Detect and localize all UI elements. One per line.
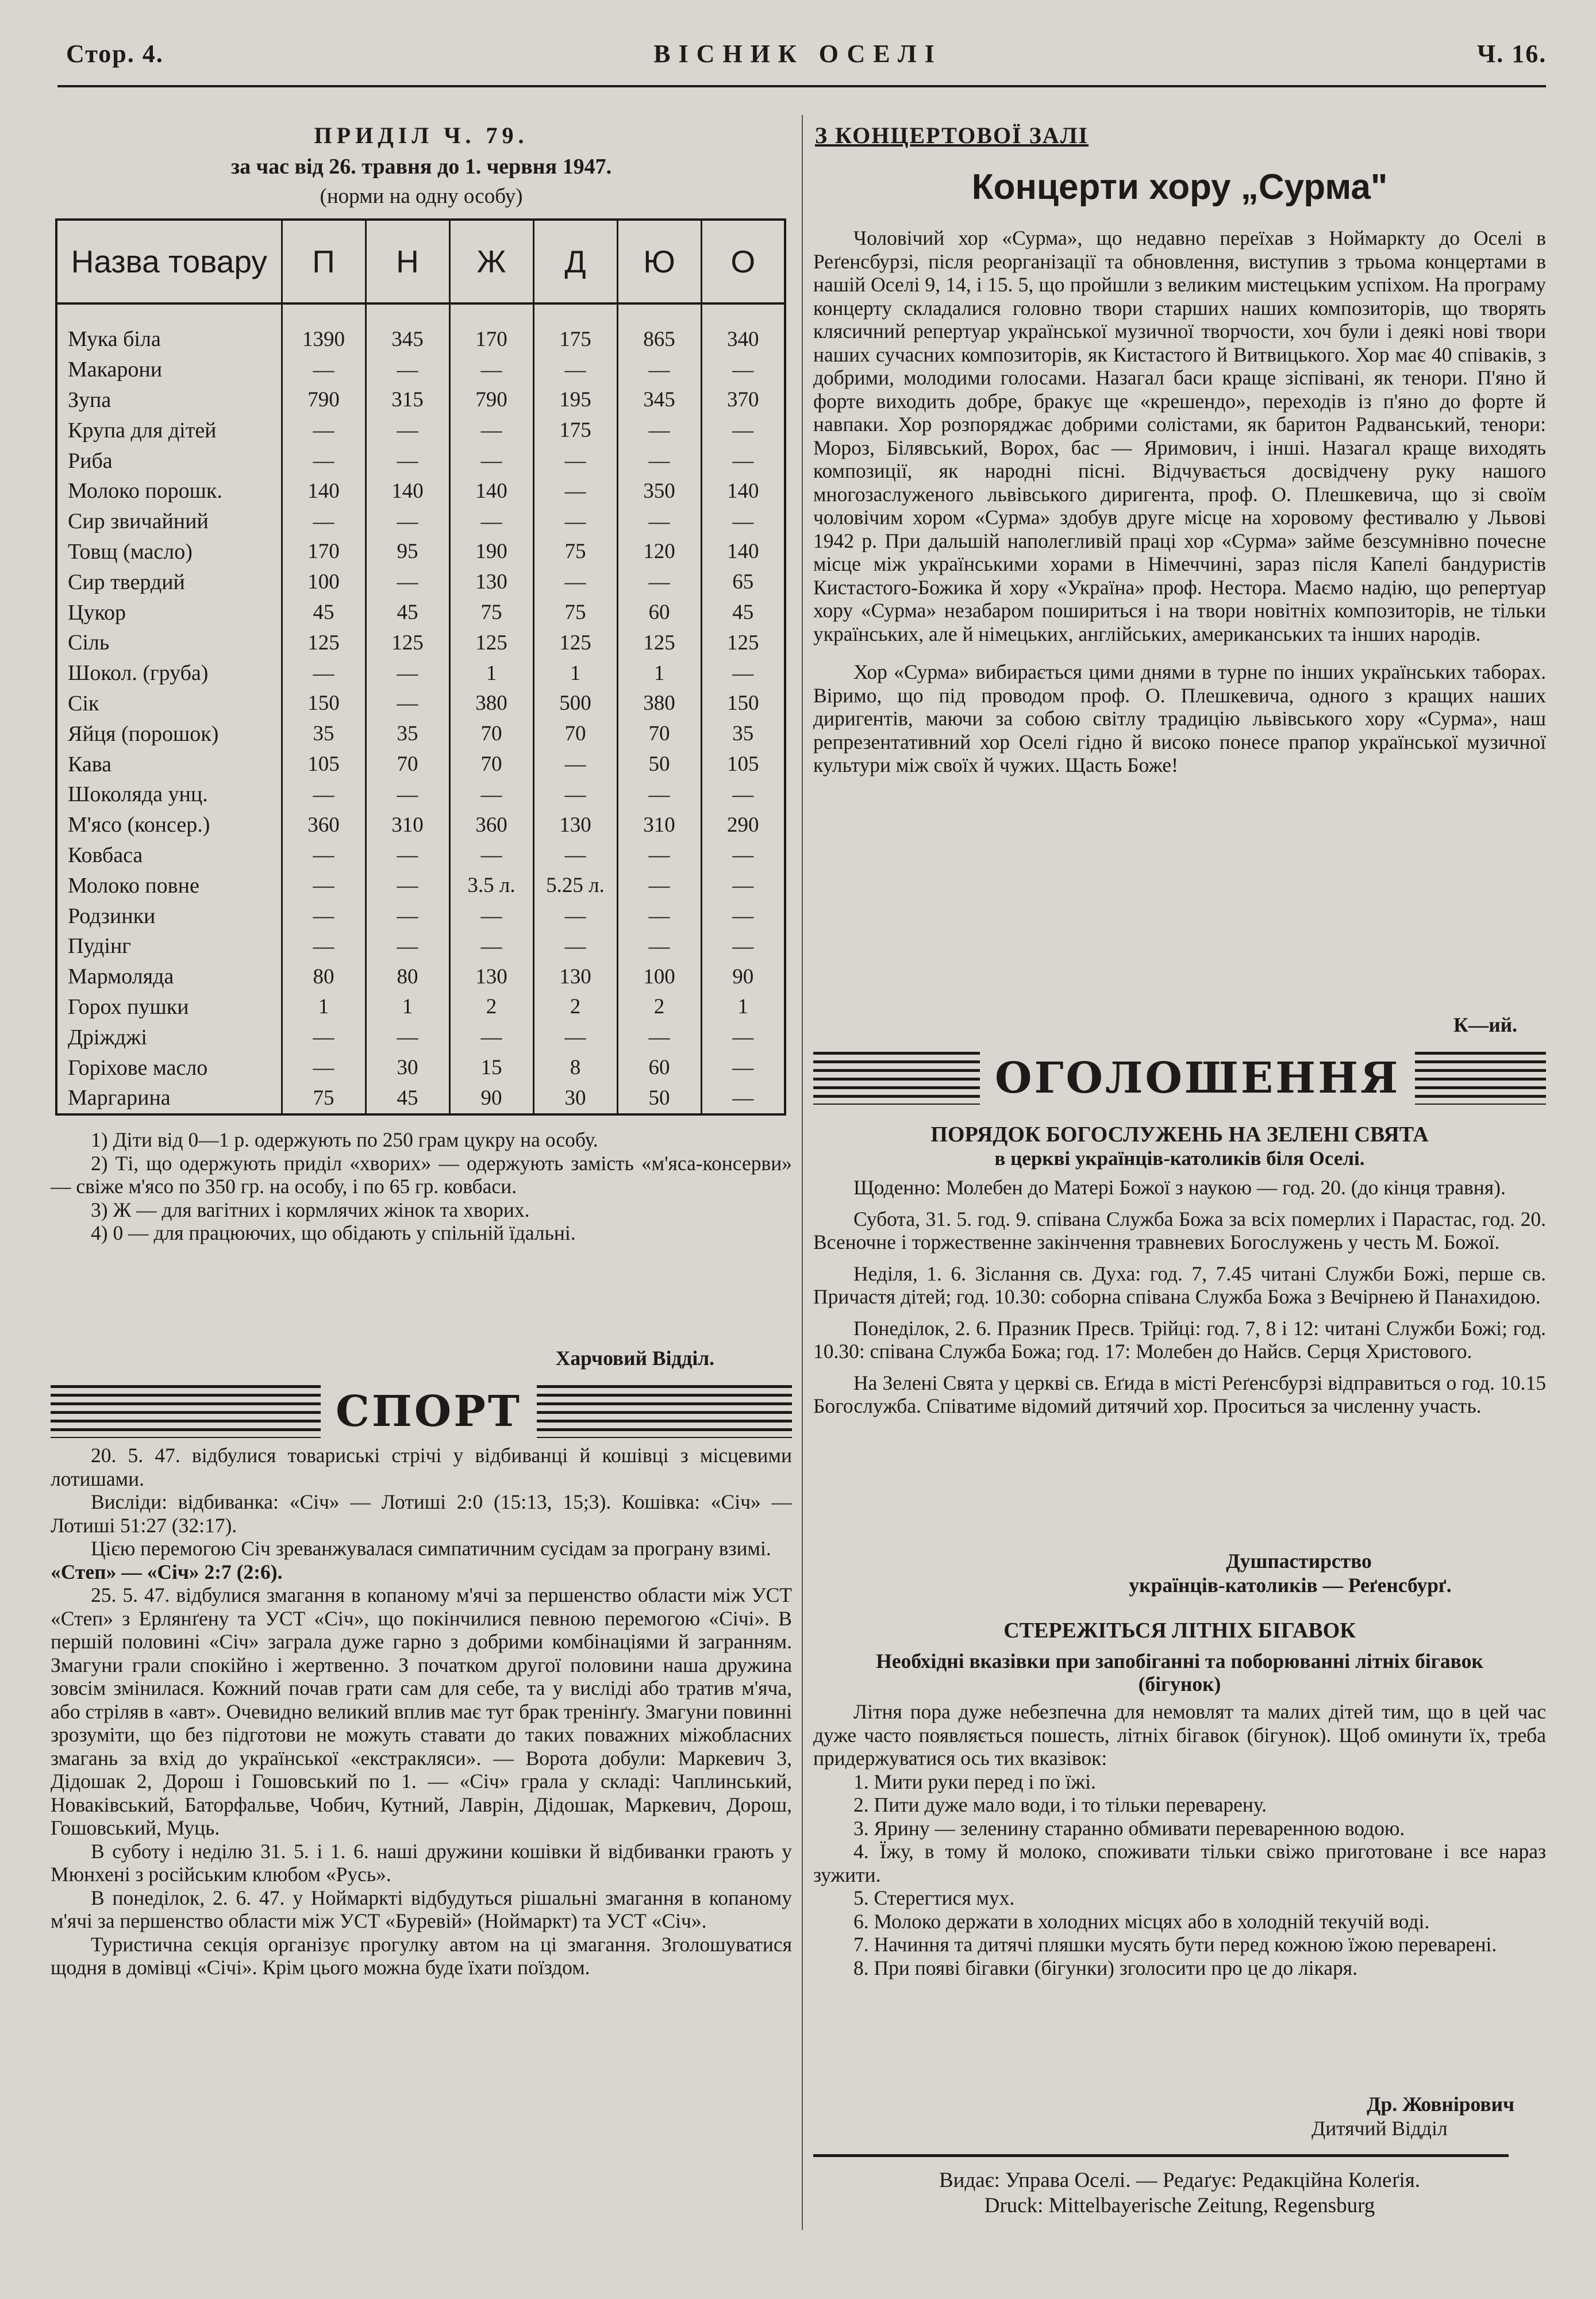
- ration-value-cell: —: [282, 445, 366, 476]
- product-name-cell: Сіль: [68, 631, 110, 655]
- ration-value-cell: —: [449, 931, 533, 962]
- health-tip: 1. Мити руки перед і по їжі.: [853, 1770, 1096, 1793]
- column-divider: [802, 115, 803, 2230]
- ration-value-cell: —: [701, 779, 785, 810]
- ration-value-cell: 1: [449, 658, 533, 689]
- sport-p5: В суботу і неділю 31. 5. і 1. 6. наші дружини кошівки й відбиванки грають у Мюнхені з російським клюбом «Русь».: [51, 1839, 792, 1886]
- ration-row: [56, 992, 785, 1022]
- ration-value-cell: 75: [449, 597, 533, 628]
- ration-value-cell: —: [617, 901, 701, 931]
- ration-value-cell: 175: [533, 415, 617, 445]
- ration-value-cell: 45: [366, 1083, 449, 1114]
- ration-value-cell: 125: [366, 628, 449, 658]
- ration-row: [56, 476, 785, 506]
- ration-value-cell: —: [366, 355, 449, 385]
- ration-value-cell: 360: [449, 810, 533, 840]
- ration-value-cell: 150: [282, 689, 366, 719]
- ration-value-cell: —: [701, 445, 785, 476]
- ration-note-3: 3) Ж — для вагітних і кормлячих жінок та хворих.: [91, 1198, 530, 1221]
- ration-value-cell: —: [701, 658, 785, 689]
- ration-value-cell: 125: [533, 628, 617, 658]
- ration-value-cell: 380: [617, 689, 701, 719]
- ration-period: за час від 26. травня до 1. червня 1947.: [230, 155, 612, 179]
- ration-row: [56, 810, 785, 840]
- ration-value-cell: —: [533, 1022, 617, 1052]
- ration-row: [56, 597, 785, 628]
- ration-value-cell: 75: [533, 537, 617, 567]
- service-city: На Зелені Свята у церкві св. Еґида в місті Реґенсбурзі відправиться о год. 10.15 Богослужба. Співатиме відомий дитячий хор. Проситься за численну участь.: [813, 1371, 1546, 1417]
- ration-row: [56, 537, 785, 567]
- ration-value-cell: —: [533, 476, 617, 506]
- col-header-n: Н: [366, 220, 449, 303]
- service-sig-2: українців-католиків — Реґенсбурґ.: [1129, 1574, 1452, 1597]
- ration-value-cell: 15: [449, 1052, 533, 1083]
- ration-value-cell: 120: [617, 537, 701, 567]
- ration-value-cell: —: [282, 658, 366, 689]
- ration-value-cell: 380: [449, 689, 533, 719]
- ration-value-cell: 100: [282, 567, 366, 597]
- ration-value-cell: —: [282, 1052, 366, 1083]
- ration-note: (норми на одну особу): [320, 184, 523, 208]
- ration-value-cell: —: [701, 355, 785, 385]
- ration-value-cell: —: [282, 506, 366, 537]
- sport-match-score: «Степ» — «Січ» 2:7 (2:6).: [51, 1560, 283, 1583]
- ration-value-cell: 35: [282, 718, 366, 749]
- health-tips: [813, 1770, 1546, 1980]
- ration-note-4: 4) 0 — для працюючих, що обідають у спільній їдальні.: [91, 1221, 576, 1244]
- ration-value-cell: 1390: [282, 303, 366, 355]
- ration-value-cell: 140: [449, 476, 533, 506]
- ration-value-cell: 125: [617, 628, 701, 658]
- health-tip: 2. Пити дуже мало води, і то тільки переварену.: [853, 1793, 1267, 1816]
- ration-value-cell: 45: [366, 597, 449, 628]
- concert-section-label: З КОНЦЕРТОВОЇ ЗАЛІ: [815, 122, 1089, 148]
- ration-row: [56, 303, 785, 355]
- ration-value-cell: 310: [617, 810, 701, 840]
- ration-row: [56, 962, 785, 992]
- ration-value-cell: —: [533, 567, 617, 597]
- ration-value-cell: 70: [366, 749, 449, 779]
- ration-value-cell: 125: [282, 628, 366, 658]
- ration-value-cell: 865: [617, 303, 701, 355]
- ration-value-cell: —: [701, 1052, 785, 1083]
- ration-value-cell: 140: [701, 537, 785, 567]
- newspaper-title: ВІСНИК ОСЕЛІ: [653, 40, 943, 68]
- product-name-cell: Горох пушки: [68, 994, 189, 1019]
- ration-value-cell: —: [701, 931, 785, 962]
- ration-value-cell: 45: [282, 597, 366, 628]
- ration-value-cell: 8: [533, 1052, 617, 1083]
- ration-value-cell: —: [282, 415, 366, 445]
- ration-value-cell: —: [282, 840, 366, 871]
- health-sig-2: Дитячий Відділ: [1312, 2117, 1448, 2140]
- ration-value-cell: —: [701, 870, 785, 901]
- ration-value-cell: —: [449, 506, 533, 537]
- ration-value-cell: 140: [366, 476, 449, 506]
- ration-value-cell: 30: [533, 1083, 617, 1114]
- ration-value-cell: 130: [533, 962, 617, 992]
- product-name-cell: Шокол. (груба): [68, 661, 209, 686]
- ration-value-cell: 80: [366, 962, 449, 992]
- ration-value-cell: 370: [701, 385, 785, 416]
- col-header-p: П: [282, 220, 366, 303]
- announcements-banner: [813, 1052, 1546, 1105]
- ration-value-cell: 80: [282, 962, 366, 992]
- ration-value-cell: —: [701, 1083, 785, 1114]
- product-name-cell: Маргарина: [68, 1086, 171, 1110]
- header-rule: [57, 85, 1546, 87]
- ration-value-cell: —: [449, 1022, 533, 1052]
- ration-note-1: 1) Діти від 0—1 р. одержують по 250 грам цукру на особу.: [91, 1128, 598, 1151]
- ration-value-cell: —: [366, 506, 449, 537]
- ration-value-cell: —: [701, 840, 785, 871]
- ration-table-wrapper: [55, 218, 786, 1116]
- ration-value-cell: 195: [533, 385, 617, 416]
- ration-value-cell: 500: [533, 689, 617, 719]
- ration-value-cell: —: [449, 840, 533, 871]
- product-name-cell: Ковбаса: [68, 843, 143, 867]
- ration-value-cell: —: [366, 445, 449, 476]
- col-header-yu: Ю: [617, 220, 701, 303]
- ration-value-cell: 175: [533, 303, 617, 355]
- col-header-o: О: [701, 220, 785, 303]
- ration-value-cell: —: [282, 870, 366, 901]
- health-intro: Літня пора дуже небезпечна для немовлят та малих дітей тим, що в цей час дуже часто появляється пошесть, літніх бігавок (бігунок). Щоб оминути їх, треба придержуватися ось тих вказівок:: [813, 1700, 1546, 1770]
- col-header-zh: Ж: [449, 220, 533, 303]
- concert-title: Концерти хору „Сурма": [971, 167, 1388, 207]
- ration-row: [56, 506, 785, 537]
- ration-value-cell: 35: [366, 718, 449, 749]
- ration-value-cell: —: [533, 779, 617, 810]
- health-article: [813, 1700, 1546, 1979]
- ration-value-cell: —: [282, 355, 366, 385]
- service-saturday: Субота, 31. 5. год. 9. співана Служба Божа за всіх померлих і Парастас, год. 20. Всеночне і торжественне закінчення травневих Богослужень у честь М. Божої.: [813, 1207, 1546, 1254]
- col-header-product: Назва товару: [56, 220, 282, 303]
- ration-value-cell: —: [366, 658, 449, 689]
- ration-value-cell: 1: [617, 658, 701, 689]
- product-name-cell: Яйця (порошок): [68, 721, 219, 746]
- ration-row: [56, 385, 785, 416]
- ration-value-cell: 30: [366, 1052, 449, 1083]
- product-name-cell: Молоко повне: [68, 873, 199, 898]
- concert-article: [813, 226, 1546, 777]
- ration-row: [56, 567, 785, 597]
- ration-value-cell: 360: [282, 810, 366, 840]
- ration-value-cell: —: [701, 506, 785, 537]
- ration-row: [56, 1083, 785, 1114]
- ration-value-cell: 290: [701, 810, 785, 840]
- ration-value-cell: —: [366, 1022, 449, 1052]
- ration-row: [56, 1052, 785, 1083]
- sport-p6: В понеділок, 2. 6. 47. у Ноймаркті відбудуться рішальні змагання в копаному м'ячі за першенство области між УСТ «Буревій» (Ноймаркт) та УСТ «Січ».: [51, 1886, 792, 1932]
- service-title: ПОРЯДОК БОГОСЛУЖЕНЬ НА ЗЕЛЕНІ СВЯТА: [930, 1122, 1429, 1147]
- product-name-cell: Горіхове масло: [68, 1055, 208, 1080]
- ration-value-cell: 2: [449, 992, 533, 1022]
- health-title: СТЕРЕЖІТЬСЯ ЛІТНІХ БІГАВОК: [1003, 1618, 1356, 1643]
- ration-value-cell: —: [282, 901, 366, 931]
- health-subtitle: Необхідні вказівки при запобіганні та поборюванні літніх бігавок (бігунок): [876, 1650, 1483, 1696]
- ration-row: [56, 445, 785, 476]
- sport-p3: Цією перемогою Січ зреванжувалася симпатичним сусідам за програну взимі.: [91, 1537, 771, 1560]
- ration-value-cell: 1: [366, 992, 449, 1022]
- product-name-cell: Кава: [68, 752, 112, 776]
- imprint-publisher: Видає: Управа Оселі. — Редаґує: Редакційна Колеґія.: [939, 2169, 1421, 2192]
- ration-value-cell: 125: [701, 628, 785, 658]
- ration-value-cell: 35: [701, 718, 785, 749]
- product-name-cell: Молоко порошк.: [68, 479, 222, 503]
- ration-value-cell: 345: [617, 385, 701, 416]
- ration-value-cell: —: [366, 931, 449, 962]
- ration-value-cell: 790: [282, 385, 366, 416]
- service-sig-1: Душпастирство: [1226, 1550, 1372, 1573]
- ration-row: [56, 658, 785, 689]
- ration-value-cell: —: [366, 779, 449, 810]
- health-tip: 3. Ярину — зеленину старанно обмивати переваренною водою.: [853, 1816, 1405, 1840]
- ration-value-cell: 1: [701, 992, 785, 1022]
- ration-header-row: [56, 220, 785, 303]
- ration-value-cell: —: [533, 355, 617, 385]
- ration-value-cell: —: [449, 355, 533, 385]
- ration-value-cell: 315: [366, 385, 449, 416]
- imprint-rule: [813, 2154, 1509, 2157]
- service-schedule: [813, 1176, 1546, 1418]
- announcements-heading: ОГОЛОШЕННЯ: [980, 1052, 1415, 1105]
- service-monday: Понеділок, 2. 6. Празник Пресв. Трійці: год. 7, 8 і 12: читані Служби Божі; год. 10.30: співана Служба Божа; год. 17: Молебен до Найсв. Серця Христового.: [813, 1316, 1546, 1363]
- ration-value-cell: 790: [449, 385, 533, 416]
- service-daily: Щоденно: Молебен до Матері Божої з наукою — год. 20. (до кінця травня).: [853, 1176, 1506, 1199]
- ration-row: [56, 749, 785, 779]
- ration-signature: Харчовий Відділ.: [555, 1347, 714, 1370]
- ration-value-cell: —: [533, 749, 617, 779]
- concert-p1: Чоловічий хор «Сурма», що недавно переїхав з Ноймаркту до Оселі в Реґенсбурзі, після реорганізації та обновлення, виступив з трьома концертами в нашій Оселі 9, 14, і 15. 5, що пройшли з великим мистецьким успіхом. На програму концерту складалися головно твори старших наших композиторів, що творять клясичний репертуар української музичної творчости, хоч були і деякі нові твори наших сучасних композиторів, як Кистастого й Витвицького. Хор має 40 співаків, з добрими, молодими голосами. Назагал баси краще зіспівані, як тенори. П'яно й форте виходить добре, бракує ще «крешендо», переходів із п'яно до форте й навпаки. Хор розпоряджає добрими солістами, як баритон Радванський, тенори: Мороз, Білявський, Ворох, бас — Яримович, і інші. Назагал краще виходять композиції, як народні пісні. Відчувається досвідчену руку нашого многозаслуженого львівського диригента, проф. О. Плешкевича, що зі своїм чоловічим хором «Сурма» здобув друге місце на хоровому фестивалю у Львові 1942 р. При дальшій наполегливій праці хор «Сурма» займе безсумнівно почесне місце між українськими хорами в Німеччині, зараз після Капелі бандуристів Кистастого-Божика й хору «Україна» проф. Нестора. Маємо надію, що репертуар хору «Сурма» незабаром пошириться і на твори новітніх композиторів, не тільки українських, але й німецьких, англійських, американських та інших народів.: [813, 226, 1546, 645]
- health-tip: 4. Їжу, в тому й молоко, споживати тільки свіжо приготоване і все нараз зужити.: [813, 1840, 1546, 1886]
- imprint-printer: Druck: Mittelbayerische Zeitung, Regensburg: [984, 2194, 1375, 2217]
- ration-value-cell: 170: [282, 537, 366, 567]
- ration-value-cell: —: [449, 415, 533, 445]
- ration-row: [56, 779, 785, 810]
- ration-value-cell: —: [282, 931, 366, 962]
- ration-value-cell: —: [282, 779, 366, 810]
- sport-heading: СПОРТ: [321, 1385, 537, 1438]
- ration-value-cell: 2: [617, 992, 701, 1022]
- ration-row: [56, 931, 785, 962]
- ration-value-cell: 50: [617, 1083, 701, 1114]
- ration-value-cell: —: [701, 1022, 785, 1052]
- ration-value-cell: 70: [449, 718, 533, 749]
- product-name-cell: Пудінг: [68, 934, 131, 959]
- concert-p2: Хор «Сурма» вибирається цими днями в турне по інших українських таборах. Віримо, що під проводом проф. О. Плешкевича, одного з кращих наших диригентів, маючи за собою світлу традицію львівського хору «Сурма», наш репрезентативний хор Оселі гідно й високо понесе прапор української музичної культури між своїх й чужих. Щасть Боже!: [813, 660, 1546, 776]
- ration-row: [56, 415, 785, 445]
- product-name-cell: Макарони: [68, 357, 163, 382]
- ration-value-cell: 340: [701, 303, 785, 355]
- ration-value-cell: —: [366, 840, 449, 871]
- health-tip: 6. Молоко держати в холодних місцях або в холодній текучій воді.: [853, 1909, 1430, 1933]
- ration-value-cell: —: [617, 506, 701, 537]
- ration-row: [56, 718, 785, 749]
- ration-value-cell: —: [282, 1022, 366, 1052]
- col-header-d: Д: [533, 220, 617, 303]
- product-name-cell: Цукор: [68, 600, 126, 625]
- ration-value-cell: 90: [449, 1083, 533, 1114]
- sport-article: [51, 1444, 792, 1979]
- ration-table: [55, 218, 786, 1116]
- ration-value-cell: —: [366, 567, 449, 597]
- ration-value-cell: 130: [449, 962, 533, 992]
- sport-banner: [51, 1385, 792, 1438]
- product-name-cell: Мука біла: [68, 327, 161, 352]
- ration-value-cell: 140: [701, 476, 785, 506]
- ration-value-cell: —: [617, 840, 701, 871]
- ration-value-cell: 140: [282, 476, 366, 506]
- product-name-cell: Шоколяда унц.: [68, 782, 208, 807]
- ration-row: [56, 628, 785, 658]
- product-name-cell: Товщ (масло): [68, 539, 193, 564]
- ration-body: [56, 303, 785, 1114]
- ration-value-cell: 345: [366, 303, 449, 355]
- ration-value-cell: —: [533, 840, 617, 871]
- ration-value-cell: —: [617, 415, 701, 445]
- ration-value-cell: —: [449, 445, 533, 476]
- concert-signature: К—ий.: [1453, 1013, 1517, 1036]
- ration-value-cell: 190: [449, 537, 533, 567]
- health-tip: 8. При появі бігавки (бігунки) зголосити про це до лікаря.: [853, 1956, 1357, 1979]
- ration-notes: [51, 1128, 792, 1245]
- ration-value-cell: 90: [701, 962, 785, 992]
- ration-row: [56, 840, 785, 871]
- ration-value-cell: 310: [366, 810, 449, 840]
- ration-row: [56, 870, 785, 901]
- service-sunday: Неділя, 1. 6. Зіслання св. Духа: год. 7, 7.45 читані Служби Божі, перше св. Причастя дітей; год. 10.30: соборна співана Служба Божа з Вечірнею й Панахидою.: [813, 1262, 1546, 1308]
- ration-value-cell: —: [533, 901, 617, 931]
- ration-value-cell: 60: [617, 1052, 701, 1083]
- ration-value-cell: 105: [282, 749, 366, 779]
- ration-row: [56, 1022, 785, 1052]
- product-name-cell: Сир звичайний: [68, 509, 209, 534]
- product-name-cell: Сир твердий: [68, 570, 185, 594]
- ration-value-cell: 75: [282, 1083, 366, 1114]
- ration-value-cell: 130: [449, 567, 533, 597]
- ration-title: ПРИДІЛ Ч. 79.: [314, 122, 529, 148]
- product-name-cell: Риба: [68, 448, 113, 473]
- ration-value-cell: —: [366, 415, 449, 445]
- product-name-cell: М'ясо (консер.): [68, 813, 210, 837]
- ration-value-cell: 70: [449, 749, 533, 779]
- issue-number: Ч. 16.: [1477, 40, 1547, 68]
- ration-value-cell: 170: [449, 303, 533, 355]
- ration-value-cell: 100: [617, 962, 701, 992]
- ration-value-cell: 5.25 л.: [533, 870, 617, 901]
- ration-note-2: 2) Ті, що одержують приділ «хворих» — одержують замість «м'яса-консерви» — свіже м'ясо по 350 гр. на особу, і по 65 гр. ковбаси.: [51, 1151, 792, 1198]
- product-name-cell: Крупа для дітей: [68, 418, 217, 443]
- product-name-cell: Зупа: [68, 387, 111, 412]
- sport-p1: 20. 5. 47. відбулися товариські стрічі у відбиванці й кошівці з місцевими лотишами.: [51, 1444, 792, 1490]
- ration-value-cell: —: [701, 901, 785, 931]
- sport-p2: Вислiди: відбиванка: «Січ» — Лотиші 2:0 (15:13, 15;3). Кошівка: «Січ» — Лотиші 51:27 (32:17).: [51, 1490, 792, 1537]
- ration-value-cell: 70: [617, 718, 701, 749]
- ration-value-cell: —: [449, 779, 533, 810]
- ration-value-cell: —: [617, 355, 701, 385]
- ration-value-cell: —: [366, 870, 449, 901]
- product-name-cell: Родзинки: [68, 904, 156, 928]
- health-tip: 5. Стерегтися мух.: [853, 1886, 1015, 1909]
- ration-value-cell: —: [617, 870, 701, 901]
- sport-p4: 25. 5. 47. відбулися змагання в копаному м'ячі за першенство области між УСТ «Степ» з Ерлянґену та УСТ «Січ», що покінчилися певною перемогою «Січі». В першій половині «Січ» заграла дуже гарно з добрими комбінаціями й загранням. Змагуни грали спокійно і жертвенно. З початком другої половини наша дружина зовсім змінилася. Кожний почав грати сам для себе, та у висліді або тратив м'яча, або стріляв в «авт». Очевидно великий вплив має тут брак тренінґу. Змагуни повинні зрозуміти, що без підготови не можуть ставати до таких поважних міжобласних змагань за вхід до української «екстракляси». — Ворота добули: Маркевич 3, Дідошак 2, Дорош і Гошовський по 1. — «Січ» грала у складі: Чаплинський, Новаківський, Баторфальве, Чобич, Кутний, Лаврін, Дідошак, Маркевич, Дорош, Гошовський, Муць.: [51, 1583, 792, 1839]
- ration-value-cell: —: [449, 901, 533, 931]
- ration-value-cell: 150: [701, 689, 785, 719]
- ration-value-cell: —: [533, 931, 617, 962]
- page-number: Стор. 4.: [66, 40, 164, 68]
- ration-value-cell: —: [617, 445, 701, 476]
- health-sig-1: Др. Жовнірович: [1367, 2093, 1514, 2116]
- ration-value-cell: 3.5 л.: [449, 870, 533, 901]
- ration-value-cell: 50: [617, 749, 701, 779]
- ration-row: [56, 689, 785, 719]
- ration-row: [56, 901, 785, 931]
- ration-value-cell: —: [366, 689, 449, 719]
- product-name-cell: Мармоляда: [68, 964, 174, 989]
- ration-value-cell: —: [366, 901, 449, 931]
- ration-value-cell: 45: [701, 597, 785, 628]
- ration-value-cell: 125: [449, 628, 533, 658]
- ration-value-cell: 350: [617, 476, 701, 506]
- sport-p7: Туристична секція організує прогулку автом на ці змагання. Зголошуватися щодня в домівці «Січі». Крім цього можна буде їхати поїздом.: [51, 1932, 792, 1979]
- ration-value-cell: —: [617, 1022, 701, 1052]
- ration-value-cell: —: [533, 445, 617, 476]
- ration-row: [56, 355, 785, 385]
- ration-value-cell: 75: [533, 597, 617, 628]
- ration-value-cell: 130: [533, 810, 617, 840]
- ration-value-cell: 105: [701, 749, 785, 779]
- ration-value-cell: 65: [701, 567, 785, 597]
- ration-value-cell: —: [533, 506, 617, 537]
- ration-value-cell: 70: [533, 718, 617, 749]
- ration-value-cell: —: [617, 779, 701, 810]
- ration-value-cell: —: [701, 415, 785, 445]
- product-name-cell: Дріжджі: [68, 1025, 147, 1049]
- ration-value-cell: 95: [366, 537, 449, 567]
- ration-value-cell: 1: [533, 658, 617, 689]
- ration-value-cell: 1: [282, 992, 366, 1022]
- ration-value-cell: 2: [533, 992, 617, 1022]
- product-name-cell: Сік: [68, 691, 99, 716]
- ration-value-cell: —: [617, 931, 701, 962]
- service-subtitle: в церкві українців-католиків біля Оселі.: [994, 1147, 1365, 1170]
- ration-value-cell: —: [617, 567, 701, 597]
- ration-value-cell: 60: [617, 597, 701, 628]
- health-tip: 7. Начиння та дитячі пляшки мусять бути перед кожною їжою переварені.: [853, 1933, 1497, 1956]
